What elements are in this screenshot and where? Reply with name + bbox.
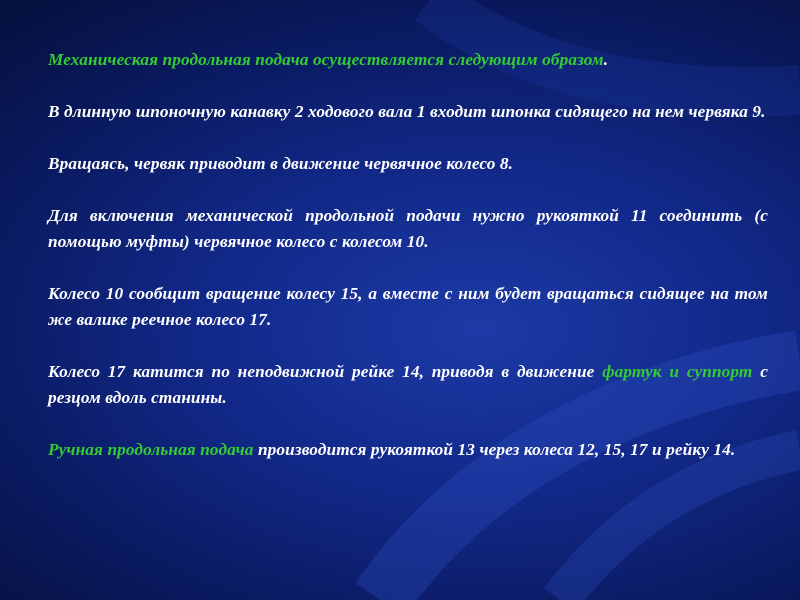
paragraph-rack-drive — [48, 359, 768, 411]
heading-end-text: . — [603, 50, 609, 69]
rack-drive-text-before: Колесо 17 катится по неподвижной рейке 14, приводя в движение — [48, 362, 603, 381]
paragraph-feed-engagement: Для включения механической продольной подачи нужно рукояткой 11 соединить (с помощью муфты) червячное колесо с колесом 10. — [48, 206, 768, 251]
manual-feed-highlight: Ручная продольная подача — [48, 440, 254, 459]
paragraph-key-engagement: В длинную шпоночную канавку 2 ходового вала 1 входит шпонка сидящего на нем червяка 9. — [48, 102, 766, 121]
paragraph-manual-feed — [48, 437, 768, 463]
slide-heading — [48, 47, 768, 73]
paragraph-worm-rotation: Вращаясь, червяк приводит в движение червячное колесо 8. — [48, 154, 514, 173]
manual-feed-text-after: производится рукояткой 13 через колеса 12, 15, 17 и рейку 14. — [253, 440, 736, 459]
paragraph-wheel-transmission: Колесо 10 сообщит вращение колесу 15, а вместе с ним будет вращаться сидящее на том же валике реечное колесо 17. — [48, 284, 768, 329]
apron-carriage-highlight: фартук и суппорт — [602, 362, 753, 381]
heading-highlight-text: Механическая продольная подача осуществляется следующим образом — [48, 50, 604, 69]
slide-text-body — [48, 47, 768, 463]
rack-drive-text-after: с резцом вдоль станины. — [48, 362, 768, 407]
